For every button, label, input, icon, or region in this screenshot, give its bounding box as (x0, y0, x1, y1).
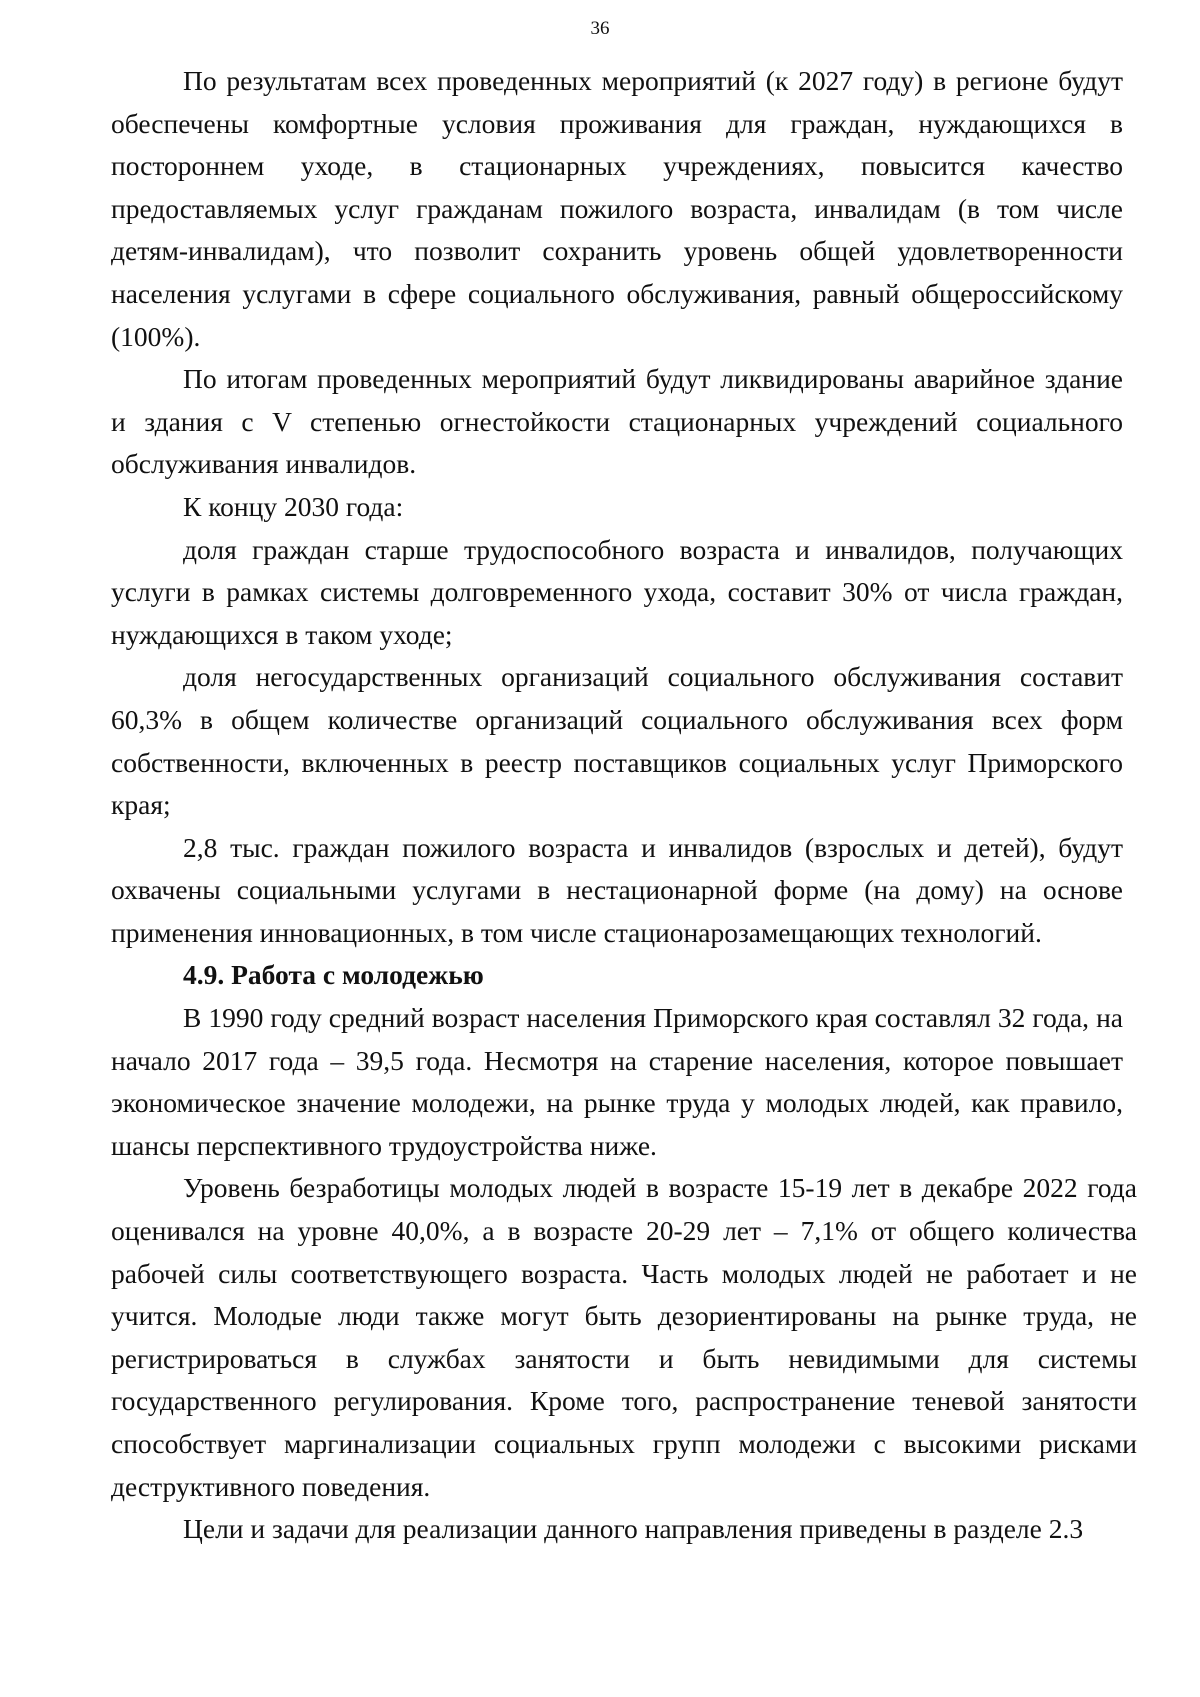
paragraph-nongovernment-share: доля негосударственных организаций социального обслуживания составит 60,3% в общем количестве организаций социального обслуживания всех форм собственности, включенных в реестр поставщиков социальных услуг Приморского края; (111, 661, 1123, 821)
paragraph-liquidation: По итогам проведенных мероприятий будут ликвидированы аварийное здание и здания с V степенью огнестойкости стационарных учреждений социального обслуживания инвалидов. (111, 363, 1123, 480)
paragraph-results-2027: По результатам всех проведенных мероприятий (к 2027 году) в регионе будут обеспечены комфортные условия проживания для граждан, нуждающихся в постороннем уходе, в стационарных учреждениях, повысится качество предоставляемых услуг гражданам пожилого возраста, инвалидам (в том числе детям-инвалидам), что позволит сохранить уровень общей удовлетворенности населения услугами в сфере социального обслуживания, равный общероссийскому (100%). (111, 65, 1123, 352)
paragraph-average-age: В 1990 году средний возраст населения Приморского края составлял 32 года, на начало 2017 года – 39,5 года. Несмотря на старение населения, которое повышает экономическое значение молодежи, на рынке труда у молодых людей, как правило, шансы перспективного трудоустройства ниже. (111, 1002, 1123, 1161)
paragraph-by-2030: К концу 2030 года: (183, 490, 404, 522)
document-body (111, 60, 1137, 1551)
paragraph-unemployment: Уровень безработицы молодых людей в возрасте 15-19 лет в декабре 2022 года оценивался на уровне 40,0%, а в возрасте 20-29 лет – 7,1% от общего количества рабочей силы соответствующего возраста. Часть молодых людей не работает и не учится. Молодые люди также могут быть дезориентированы на рынке труда, не регистрироваться в службах занятости и быть невидимыми для системы государственного регулирования. Кроме того, распространение теневой занятости способствует маргинализации социальных групп молодежи с высокими рисками деструктивного поведения. (111, 1172, 1137, 1502)
section-heading: 4.9. Работа с молодежью (183, 959, 484, 991)
paragraph-long-term-care-share: доля граждан старше трудоспособного возраста и инвалидов, получающих услуги в рамках системы долговременного ухода, составит 30% от числа граждан, нуждающихся в таком уходе; (111, 533, 1123, 650)
page-number: 36 (590, 18, 610, 39)
paragraph-home-services: 2,8 тыс. граждан пожилого возраста и инвалидов (взрослых и детей), будут охвачены социальными услугами в нестационарной форме (на дому) на основе применения инновационных, в том числе стационарозамещающих технологий. (111, 831, 1123, 948)
paragraph-goals-reference: Цели и задачи для реализации данного направления приведены в разделе 2.3 (183, 1513, 1084, 1545)
